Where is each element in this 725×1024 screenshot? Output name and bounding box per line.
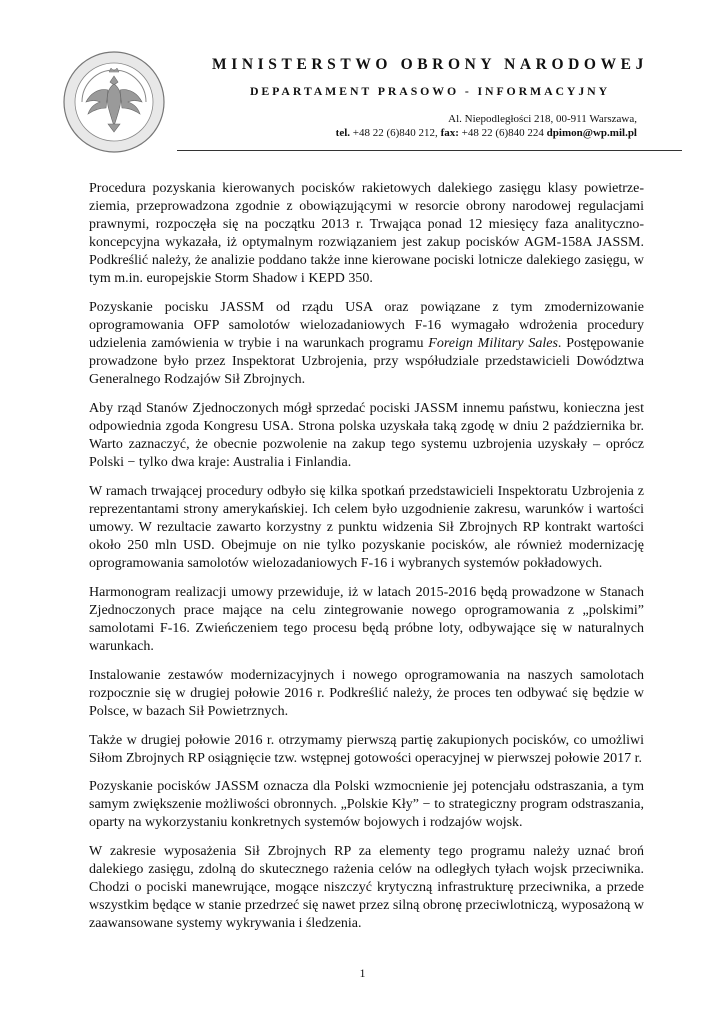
paragraph-3: Aby rząd Stanów Zjednoczonych mógł sprzedać pociski JASSM innemu państwu, konieczna jest odpowiednia zgoda Kongresu USA. Strona polska uzyskała taką zgodę w dniu 2 października br. Warto zaznaczyć, że obecnie pozwolenie na zakup tego systemu uzbrojenia uzyskały – oprócz Polski − tylko dwa kraje: Australia i Finlandia.	[89, 401, 644, 471]
paragraph-8: Pozyskanie pocisków JASSM oznacza dla Polski wzmocnienie jej potencjału odstraszania, a tym samym zwiększenie możliwości obronnych. „Polskie Kły” − to strategiczny program odstraszania, oparty na wykorzystaniu konkretnych systemów bojowych i rodzajów wojsk.	[89, 779, 644, 831]
ministry-title: MINISTERSTWO OBRONY NARODOWEJ	[212, 56, 648, 73]
contact-line	[336, 126, 637, 140]
paragraph-2	[89, 299, 644, 389]
page-number: 1	[359, 966, 366, 980]
document-body	[89, 180, 644, 944]
department-title: DEPARTAMENT PRASOWO - INFORMACYJNY	[249, 84, 610, 98]
ministry-emblem-icon	[62, 50, 166, 154]
paragraph-6: Instalowanie zestawów modernizacyjnych i nowego oprogramowania na naszych samolotach rozpocznie się w drugiej połowie 2016 r. Podkreślić należy, że proces ten odbywać się będzie w Polsce, w bazach Sił Powietrznych.	[89, 667, 644, 719]
paragraph-2-text-a: Pozyskanie pocisku JASSM od rządu USA oraz powiązane z tym zmodernizowanie oprogramowania OFP samolotów wielozadaniowych F-16 wymagało wdrożenia procedury udzielenia zamówienia w trybie i na warunkach programu	[89, 300, 644, 352]
tel-label: tel.	[335, 127, 351, 139]
header-divider	[177, 150, 682, 151]
tel-number: +48 22 (6)840 212,	[352, 127, 438, 139]
fax-label: fax:	[440, 127, 459, 139]
contact-block	[336, 112, 637, 140]
letterhead	[190, 54, 670, 100]
paragraph-5: Harmonogram realizacji umowy przewiduje, iż w latach 2015-2016 będą prowadzone w Stanach Zjednoczonych prace mające na celu zintegrowanie nowego oprogramowania z „polskimi” samolotami F-16. Zwieńczeniem tego procesu będą próbne loty, odbywające się w naturalnych warunkach.	[89, 584, 644, 655]
email-link[interactable]: dpimon@wp.mil.pl	[546, 127, 637, 139]
paragraph-7: Także w drugiej połowie 2016 r. otrzymamy pierwszą partię zakupionych pocisków, co umożliwi Siłom Zbrojnych RP osiągnięcie tzw. wstępnej gotowości operacyjnej w pierwszej połowie 2017 r.	[89, 732, 644, 766]
program-name: Foreign Military Sales	[428, 336, 558, 352]
paragraph-4: W ramach trwającej procedury odbyło się kilka spotkań przedstawicieli Inspektoratu Uzbrojenia z reprezentantami strony amerykańskiej. Ich celem było uzgodnienie zakresu, warunków i wartości umowy. W rezultacie zawarto korzystny z punktu widzenia Sił Zbrojnych RP kontrakt wartości około 250 mln USD. Obejmuje on nie tylko pozyskanie pocisków, ale również modernizację oprogramowania samolotów wielozadaniowych F-16 i wybranych systemów pokładowych.	[89, 483, 644, 572]
paragraph-2-text-b: . Postępowanie prowadzone było przez Inspektorat Uzbrojenia, przy współudziale przedstawicieli Dowództwa Generalnego Rodzajów Sił Zbrojnych.	[89, 336, 644, 388]
paragraph-9: W zakresie wyposażenia Sił Zbrojnych RP za elementy tego programu należy uznać broń dalekiego zasięgu, zdolną do skutecznego rażenia celów na odległych tyłach wojsk przeciwnika. Chodzi o pociski manewrujące, mogące niszczyć krytyczną infrastrukturę przeciwnika, a przede wszystkim będące w stanie przedrzeć się nawet przez silną obronę przeciwlotniczą, wyposażoną w zaawansowane systemy wykrywania i śledzenia.	[89, 844, 644, 932]
paragraph-1: Procedura pozyskania kierowanych pocisków rakietowych dalekiego zasięgu klasy powietrze-ziemia, przeprowadzona zgodnie z obowiązującymi w resorcie obrony narodowej regulacjami prawnymi, rozpoczęła się na początku 2013 r. Trwająca ponad 12 miesięcy faza analityczno-koncepcyjna wykazała, iż optymalnym rozwiązaniem jest zakup pocisków AGM-158A JASSM. Podkreślić należy, że analizie poddano także inne kierowane pociski lotnicze dalekiego zasięgu, w tym m.in. europejskie Storm Shadow i KEPD 350.	[89, 181, 644, 287]
fax-number: +48 22 (6)840 224	[461, 127, 544, 139]
address-line: Al. Niepodległości 218, 00-911 Warszawa,	[448, 113, 637, 125]
